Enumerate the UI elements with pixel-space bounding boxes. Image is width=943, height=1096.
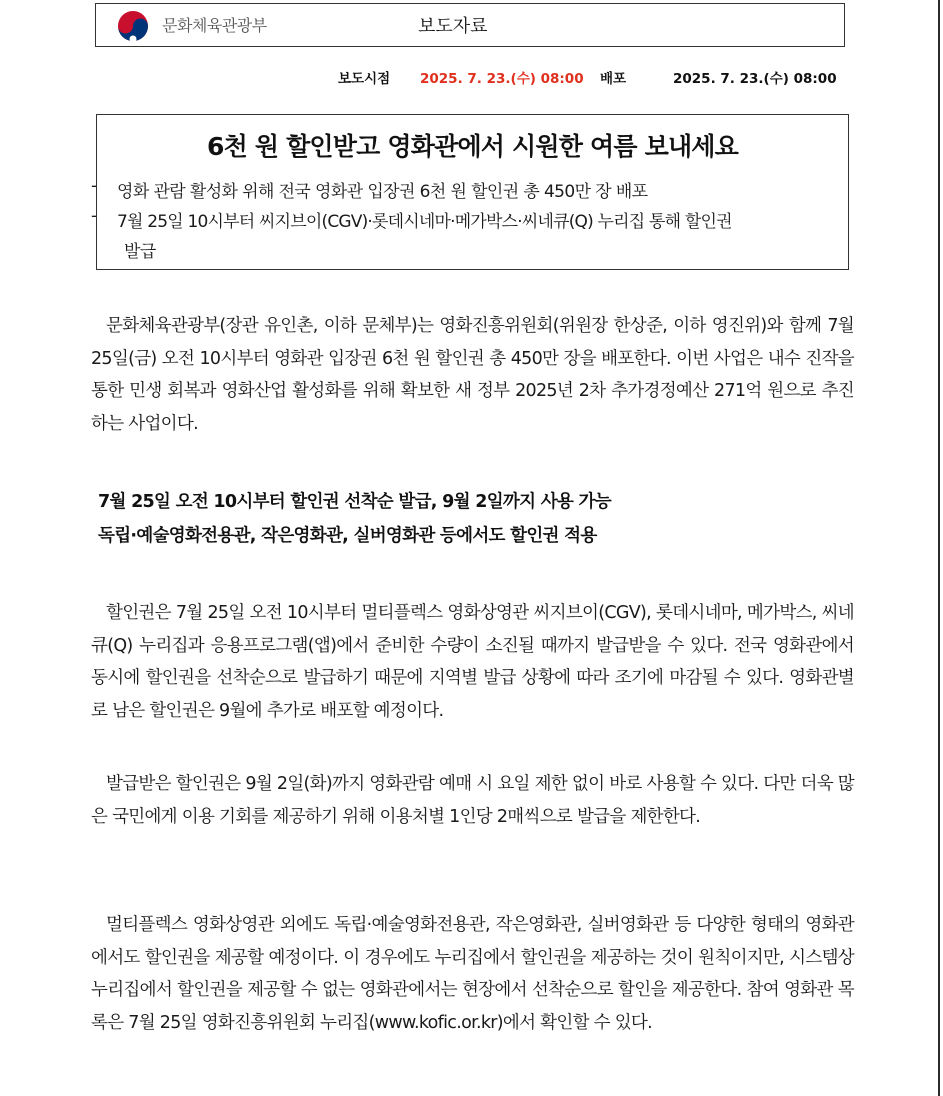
- distribution-label: 배포: [600, 71, 627, 87]
- subtitle-2-continuation: 발급: [124, 242, 156, 262]
- subtitle-1: 영화 관람 활성화 위해 전국 영화관 입장권 6천 원 할인권 총 450만 장 배포: [117, 182, 648, 202]
- distribution-time-value: 2025. 7. 23.(수) 08:00: [673, 71, 837, 87]
- section-heading-1: 7월 25일 오전 10시부터 할인권 선착순 발급, 9월 2일까지 사용 가능: [98, 492, 611, 512]
- page-right-border: [938, 0, 940, 1096]
- body-paragraph-3: 발급받은 할인권은 9월 2일(화)까지 영화관람 예매 시 요일 제한 없이 바로 사용할 수 있다. 다만 더욱 많은 국민에게 이용 기회를 제공하기 위해 이용처별 1인당 2매씩으로 발급을 제한한다.: [91, 774, 854, 827]
- release-time-value: 2025. 7. 23.(수) 08:00: [420, 71, 584, 87]
- release-time-label: 보도시점: [338, 71, 391, 87]
- subtitle-2: 7월 25일 10시부터 씨지브이(CGV)·롯데시네마·메가박스·씨네큐(Q) 누리집 통해 할인권: [117, 212, 732, 232]
- press-release-header: [95, 3, 845, 47]
- document-type: 보도자료: [418, 16, 488, 37]
- subtitle-1-bullet: -: [91, 176, 98, 196]
- page-title: 6천 원 할인받고 영화관에서 시원한 여름 보내세요: [206, 132, 739, 161]
- subtitle-2-bullet: -: [91, 206, 98, 226]
- title-box: [96, 114, 849, 270]
- body-paragraph-2: 할인권은 7월 25일 오전 10시부터 멀티플렉스 영화상영관 씨지브이(CGV), 롯데시네마, 메가박스, 씨네큐(Q) 누리집과 응용프로그램(앱)에서 준비한 수량이 소진될 때까지 발급받을 수 있다. 전국 영화관에서 동시에 할인권을 선착순으로 발급하기 때문에 지역별 발급 상황에 따라 조기에 마감될 수 있다. 영화관별로 남은 할인권은 9월에 추가로 배포할 예정이다.: [91, 603, 854, 721]
- body-paragraph-1: 문화체육관광부(장관 유인촌, 이하 문체부)는 영화진흥위원회(위원장 한상준, 이하 영진위)와 함께 7월 25일(금) 오전 10시부터 영화관 입장권 6천 원 할인권 총 450만 장을 배포한다. 이번 사업은 내수 진작을 통한 민생 회복과 영화산업 활성화를 위해 확보한 새 정부 2025년 2차 추가경정예산 271억 원으로 추진하는 사업이다.: [91, 316, 854, 434]
- ministry-name: 문화체육관광부: [162, 16, 267, 35]
- section-heading-2: 독립·예술영화전용관, 작은영화관, 실버영화관 등에서도 할인권 적용: [98, 526, 597, 546]
- taegeuk-logo-icon: [116, 9, 150, 43]
- body-paragraph-4: 멀티플렉스 영화상영관 외에도 독립·예술영화전용관, 작은영화관, 실버영화관 등 다양한 형태의 영화관에서도 할인권을 제공할 예정이다. 이 경우에도 누리집에서 할인권을 제공하는 것이 원칙이지만, 시스템상 누리집에서 할인권을 제공할 수 없는 영화관에서는 현장에서 선착순으로 할인을 제공한다. 참여 영화관 목록은 7월 25일 영화진흥위원회 누리집(www.kofic.or.kr)에서 확인할 수 있다.: [91, 915, 854, 1033]
